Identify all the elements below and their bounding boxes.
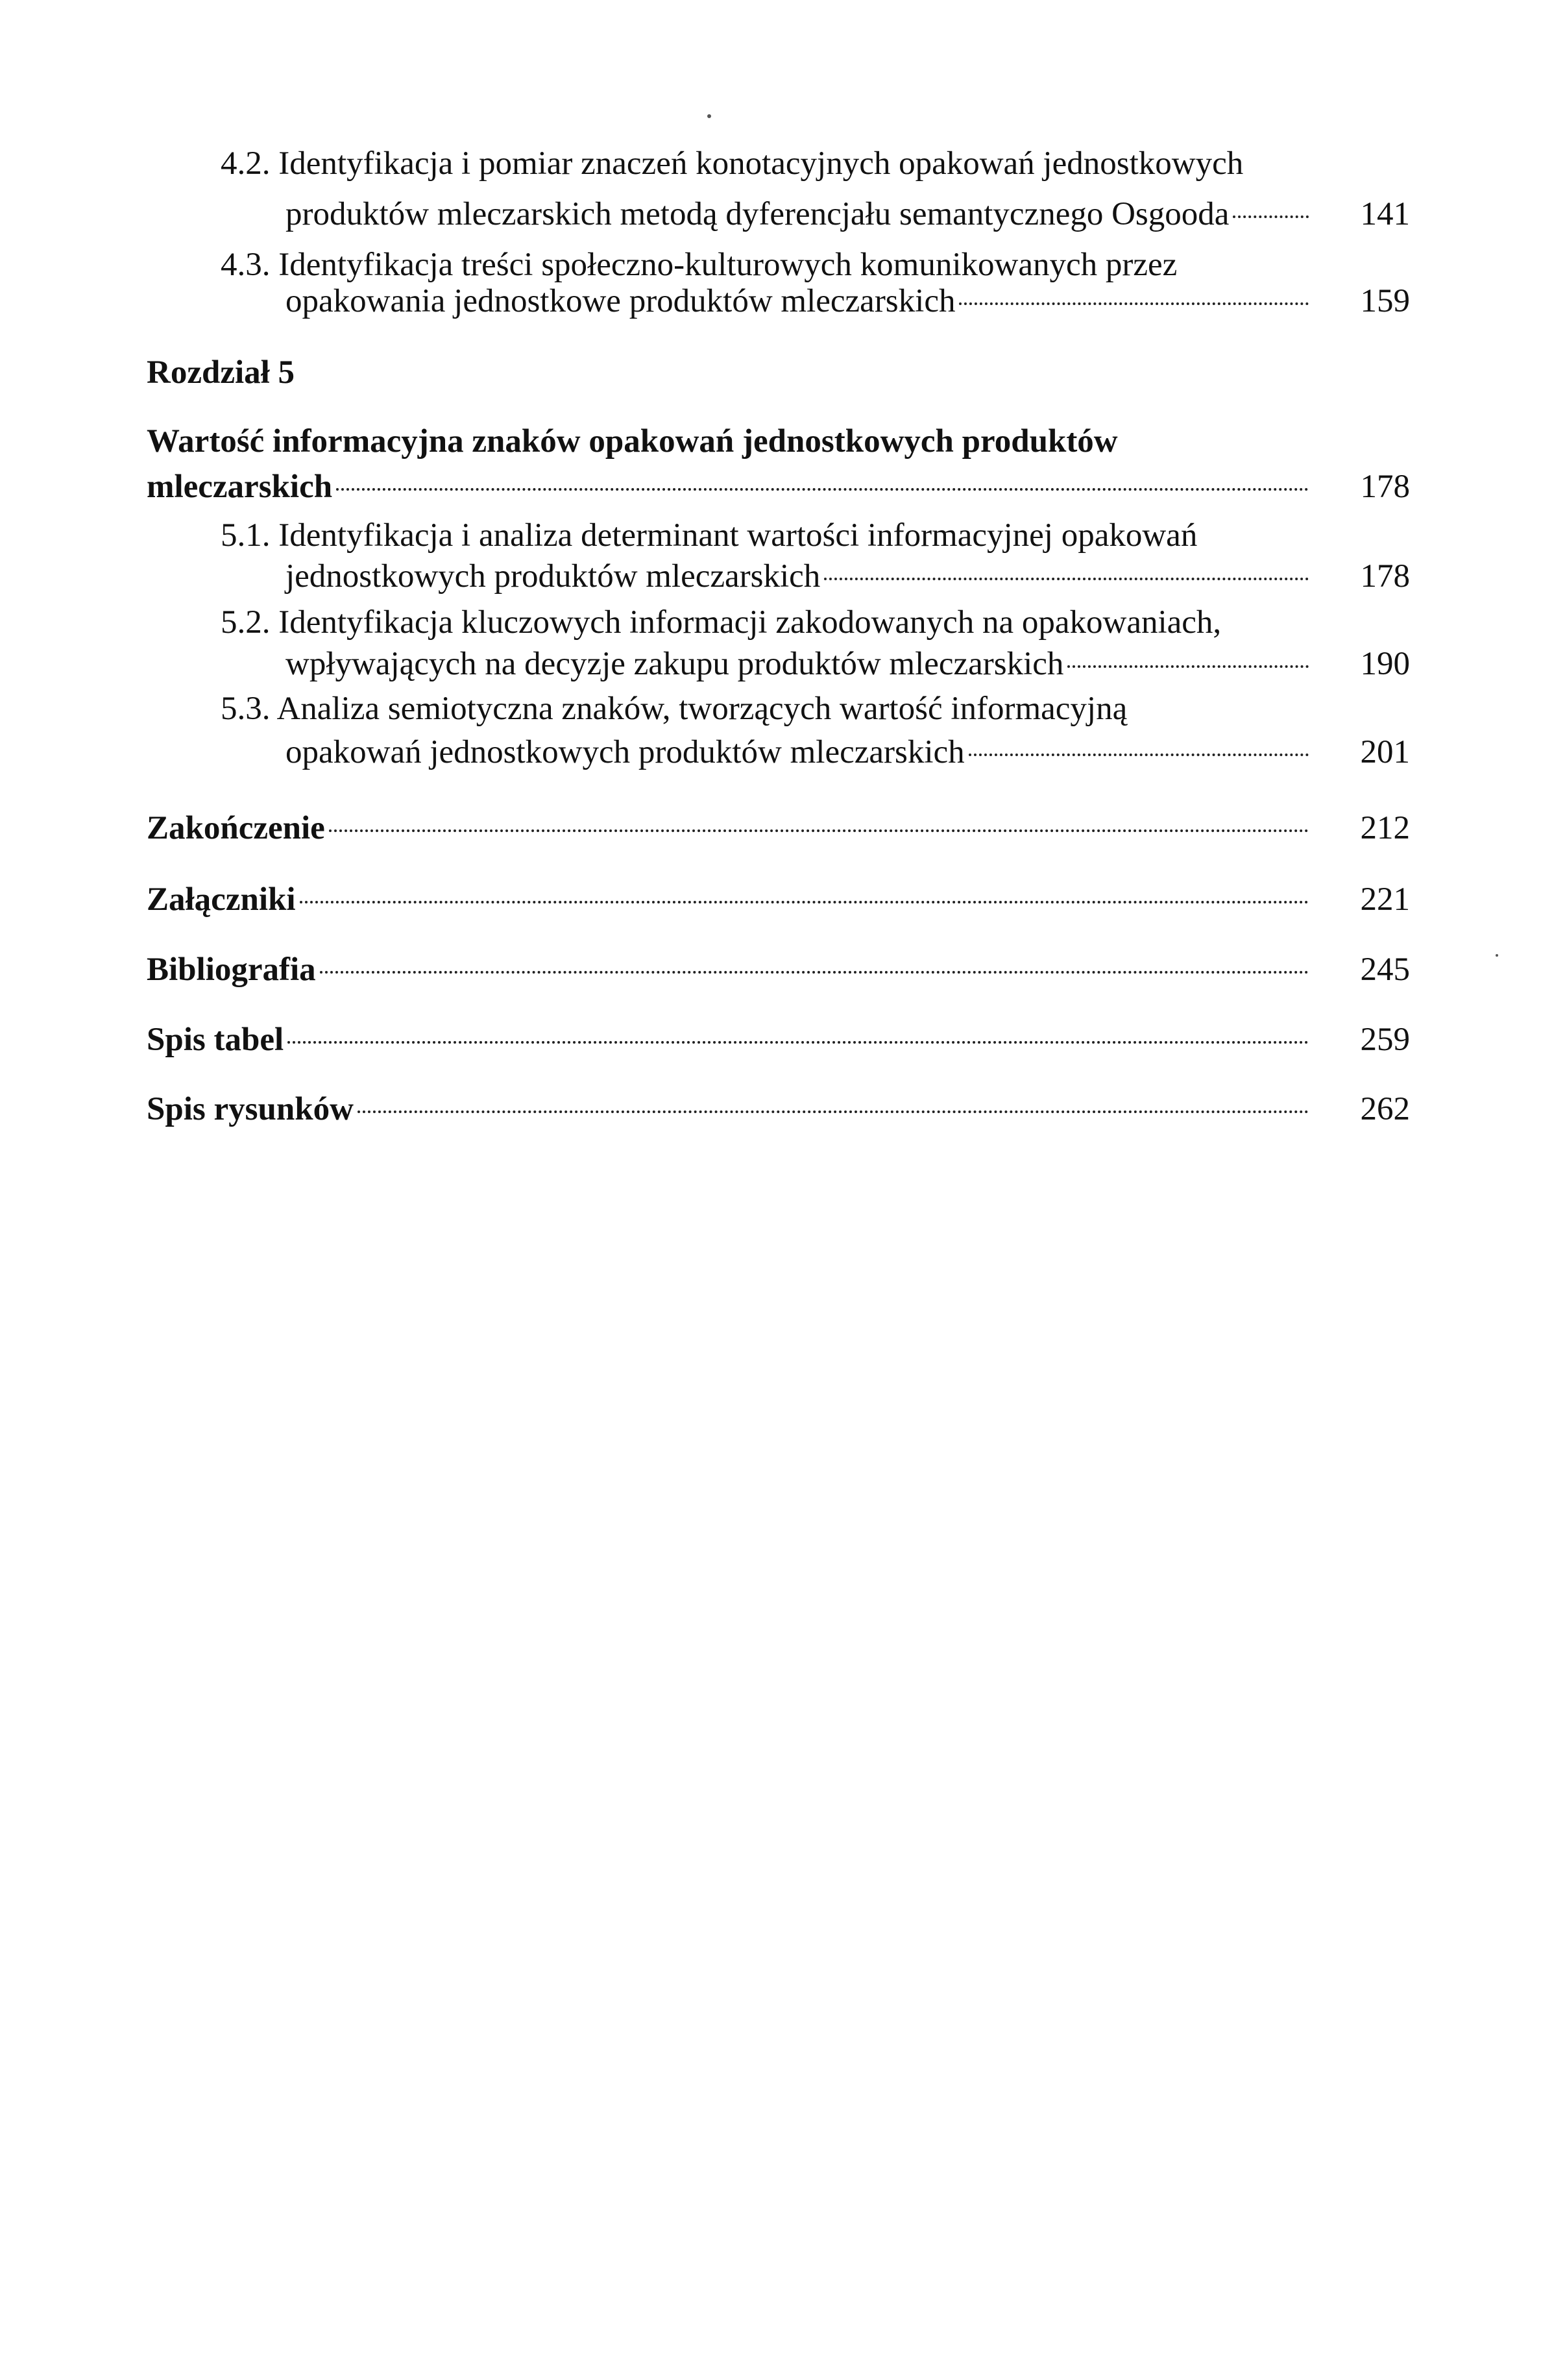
dot-leader — [329, 829, 1309, 832]
toc-entry-spis-tabel — [147, 1019, 1410, 1061]
chapter-title: mleczarskich — [147, 469, 333, 505]
page-number: 178 — [1360, 558, 1410, 595]
section-number: 5.1. — [221, 517, 271, 554]
entry-title: jednostkowych produktów mleczarskich — [285, 558, 821, 595]
chapter-title-line2 — [147, 466, 1410, 508]
page-number: 141 — [1360, 196, 1410, 232]
page-number: 178 — [1360, 469, 1410, 505]
toc-entry-5-3-line1 — [221, 688, 1127, 730]
entry-title: Spis tabel — [147, 1022, 284, 1058]
page-number: 190 — [1360, 646, 1410, 682]
toc-entry-5-1-line1 — [221, 515, 1197, 556]
section-number: 4.2. — [221, 145, 271, 182]
toc-entry-5-2-line1 — [221, 602, 1221, 643]
dot-leader — [959, 302, 1309, 305]
toc-entry-spis-rysunkow — [147, 1088, 1410, 1130]
toc-entry-4-2-line2 — [285, 193, 1410, 235]
chapter-title-line1: Wartość informacyjna znaków opakowań jednostkowych produktów — [147, 423, 1118, 460]
toc-entry-4-2-line1 — [221, 143, 1243, 184]
toc-entry-4-3-line2 — [285, 280, 1410, 322]
dot-leader — [969, 754, 1309, 756]
scan-speck — [707, 114, 711, 118]
entry-title: Identyfikacja i pomiar znaczeń konotacyjnych opakowań jednostkowych — [278, 145, 1244, 182]
page-number: 259 — [1360, 1022, 1410, 1058]
page-number: 245 — [1360, 951, 1410, 988]
entry-title: Bibliografia — [147, 951, 316, 988]
toc-entry-5-2-line2 — [285, 643, 1410, 685]
entry-title: Analiza semiotyczna znaków, tworzących wartość informacyjną — [276, 691, 1128, 727]
entry-title: Załączniki — [147, 881, 296, 918]
toc-entry-5-1-line2 — [285, 556, 1410, 597]
toc-entry-zakonczenie — [147, 807, 1410, 849]
dot-leader — [824, 578, 1309, 580]
page-number: 201 — [1360, 734, 1410, 770]
entry-title: Identyfikacja treści społeczno-kulturowych komunikowanych przez — [278, 247, 1178, 283]
dot-leader — [1067, 665, 1309, 668]
entry-title: Identyfikacja i analiza determinant wartości informacyjnej opakowań — [278, 517, 1198, 554]
entry-title: opakowania jednostkowe produktów mleczarskich — [285, 283, 956, 319]
dot-leader — [358, 1110, 1309, 1113]
entry-title: produktów mleczarskich metodą dyferencjału semantycznego Osgooda — [285, 196, 1230, 232]
toc-entry-zalaczniki — [147, 879, 1410, 920]
page-number: 159 — [1360, 283, 1410, 319]
chapter-label: Rozdział 5 — [147, 354, 295, 391]
dot-leader — [320, 971, 1309, 974]
toc-entry-5-3-line2 — [285, 731, 1410, 773]
entry-title: wpływających na decyzje zakupu produktów mleczarskich — [285, 646, 1064, 682]
dot-leader — [336, 488, 1309, 491]
toc-entry-bibliografia — [147, 949, 1410, 990]
page-number: 262 — [1360, 1091, 1410, 1127]
entry-title: Zakończenie — [147, 810, 325, 846]
section-number: 5.3. — [221, 691, 271, 727]
entry-title: opakowań jednostkowych produktów mleczarskich — [285, 734, 965, 770]
entry-title: Identyfikacja kluczowych informacji zakodowanych na opakowaniach, — [278, 604, 1222, 641]
scan-speck — [1496, 954, 1498, 957]
dot-leader — [300, 901, 1309, 903]
page-number: 221 — [1360, 881, 1410, 918]
entry-title: Spis rysunków — [147, 1091, 354, 1127]
page-number: 212 — [1360, 810, 1410, 846]
toc-entry-4-3-line1 — [221, 244, 1177, 286]
dot-leader — [287, 1041, 1309, 1044]
dot-leader — [1233, 215, 1309, 218]
section-number: 5.2. — [221, 604, 271, 641]
section-number: 4.3. — [221, 247, 271, 283]
